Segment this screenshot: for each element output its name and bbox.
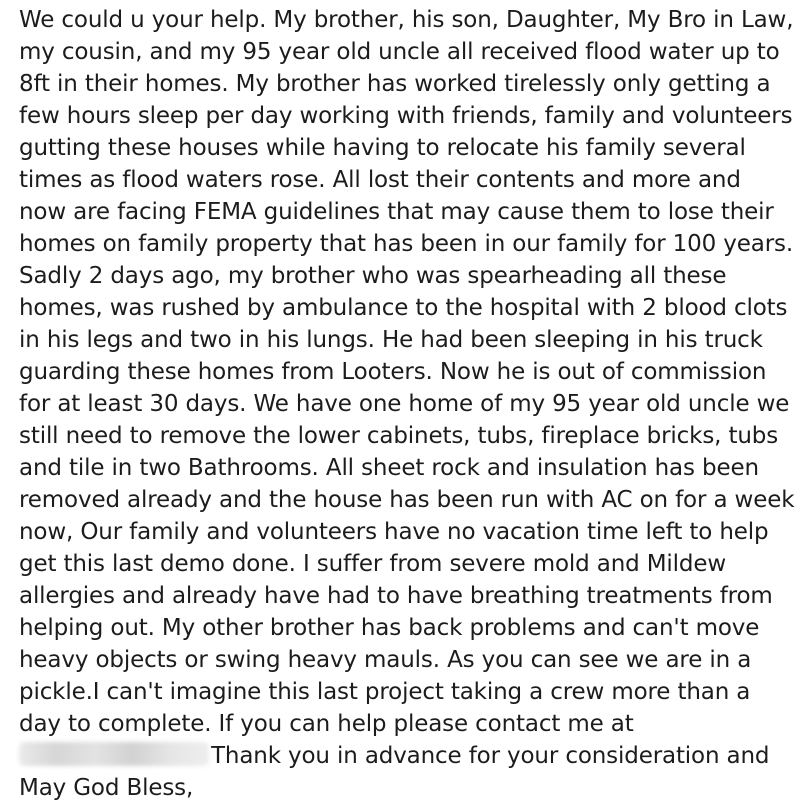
- post-line: now, Our family and volunteers have no vacation time left to help: [19, 519, 769, 545]
- post-line: 8ft in their homes. My brother has worked tirelessly only getting a: [19, 71, 771, 97]
- post-line: my cousin, and my 95 year old uncle all received flood water up to: [19, 39, 780, 65]
- post-line: for at least 30 days. We have one home of my 95 year old uncle we: [19, 391, 790, 417]
- post-line: Sadly 2 days ago, my brother who was spearheading all these: [19, 263, 727, 289]
- post-line: homes, was rushed by ambulance to the hospital with 2 blood clots: [19, 295, 788, 321]
- post-line: helping out. My other brother has back problems and can't move: [19, 615, 760, 641]
- post-line: in his legs and two in his lungs. He had been sleeping in his truck: [19, 327, 763, 353]
- post-line: times as flood waters rose. All lost their contents and more and: [19, 167, 741, 193]
- post-line: removed already and the house has been run with AC on for a week: [19, 487, 795, 513]
- post-line: allergies and already have had to have breathing treatments from: [19, 583, 773, 609]
- post-line: homes on family property that has been in our family for 100 years.: [19, 231, 793, 257]
- post-line-with-redaction: [19, 740, 809, 772]
- post-line: heavy objects or swing heavy mauls. As you can see we are in a: [19, 647, 752, 673]
- post-text: [19, 4, 809, 804]
- post-line: We could u your help. My brother, his son, Daughter, My Bro in Law,: [19, 7, 794, 33]
- post-line: still need to remove the lower cabinets, tubs, fireplace bricks, tubs: [19, 423, 779, 449]
- post-line: and tile in two Bathrooms. All sheet rock and insulation has been: [19, 455, 759, 481]
- closing-line: May God Bless,: [19, 775, 194, 801]
- post-line: few hours sleep per day working with friends, family and volunteers: [19, 103, 793, 129]
- redacted-phone-number: [19, 742, 209, 766]
- post-line: now are facing FEMA guidelines that may cause them to lose their: [19, 199, 774, 225]
- thanks-text: Thank you in advance for your consideration and: [211, 743, 770, 769]
- post-line: pickle.I can't imagine this last project taking a crew more than a: [19, 679, 751, 705]
- post-line: gutting these houses while having to relocate his family several: [19, 135, 746, 161]
- post-line: get this last demo done. I suffer from severe mold and Mildew: [19, 551, 727, 577]
- post-line: guarding these homes from Looters. Now he is out of commission: [19, 359, 767, 385]
- post-line: day to complete. If you can help please contact me at: [19, 711, 634, 737]
